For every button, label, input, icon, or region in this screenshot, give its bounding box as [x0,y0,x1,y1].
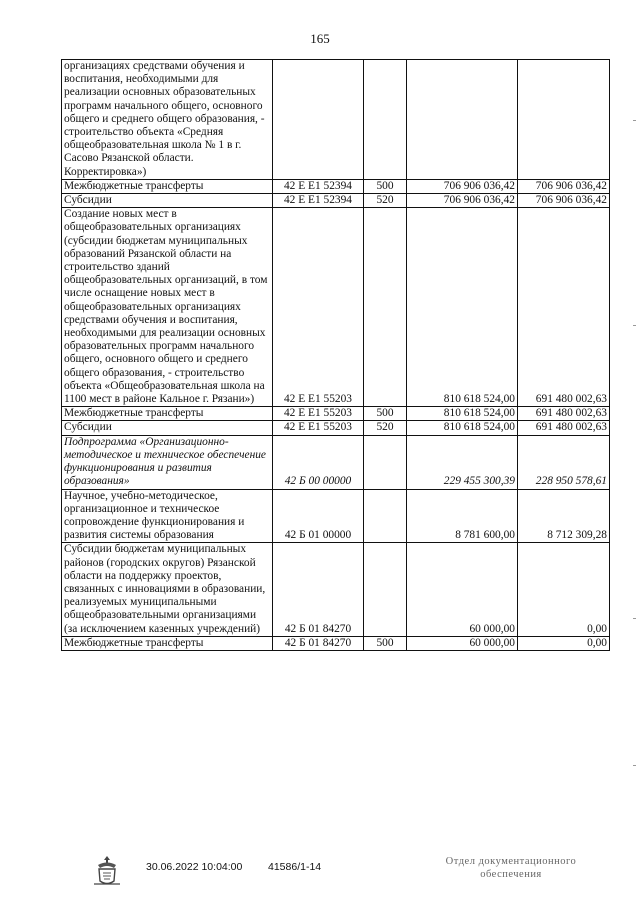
row-name-cell: Научное, учебно-методическое, организационное и техническое сопровождение функционирования и развития системы образования [62,489,273,543]
signature-date: 30.06.2022 10:04:00 [146,861,243,873]
executed-amount-cell [518,60,610,180]
row-name-cell: Подпрограмма «Организационно-методическое и техническое обеспечение функционирования и развития образования» [62,435,273,489]
expense-type-cell [364,60,407,180]
footer [0,852,640,892]
executed-amount-cell: 8 712 309,28 [518,489,610,543]
executed-amount-cell: 691 480 002,63 [518,421,610,435]
target-code-cell: 42 Е Е1 52394 [273,194,364,208]
expense-type-cell: 500 [364,636,407,650]
expense-type-cell: 500 [364,407,407,421]
planned-amount-cell: 8 781 600,00 [407,489,518,543]
planned-amount-cell: 229 455 300,39 [407,435,518,489]
executed-amount-cell: 0,00 [518,636,610,650]
target-code-cell: 42 Е Е1 55203 [273,407,364,421]
expense-type-cell [364,435,407,489]
planned-amount-cell: 810 618 524,00 [407,407,518,421]
table-row [62,636,610,650]
table-row [62,208,610,407]
margin-mark [633,618,636,619]
row-name-cell: Межбюджетные трансферты [62,636,273,650]
table-row [62,435,610,489]
planned-amount-cell [407,60,518,180]
table-row [62,194,610,208]
row-name-cell: Субсидии бюджетам муниципальных районов (городских округов) Рязанской области на поддержку проектов, связанных с инновациями в образовании, реализуемых муниципальными общеобразовательными организациями (за исключением казенных учреждений) [62,543,273,636]
target-code-cell: 42 Е Е1 52394 [273,179,364,193]
target-code-cell: 42 Е Е1 55203 [273,421,364,435]
planned-amount-cell: 810 618 524,00 [407,208,518,407]
expense-type-cell [364,543,407,636]
executed-amount-cell: 228 950 578,61 [518,435,610,489]
department-stamp [440,855,582,881]
executed-amount-cell: 691 480 002,63 [518,407,610,421]
table-row [62,179,610,193]
page-number: 165 [310,31,330,46]
row-name-cell: организациях средствами обучения и воспитания, необходимыми для реализации основных образовательных программ начального общего, основного общего и среднего общего образования, - строительство объекта «Средняя общеобразовательная школа № 1 в г. Сасово Рязанской области. Корректировка») [62,60,273,180]
table-row [62,543,610,636]
margin-mark [633,765,636,766]
planned-amount-cell: 60 000,00 [407,636,518,650]
department-stamp-line: Отдел документационного [445,856,577,867]
row-name-cell: Создание новых мест в общеобразовательных организациях (субсидии бюджетам муниципальных образований Рязанской области на строительство зданий общеобразовательных организаций, в том числе оснащение новых мест в общеобразовательных организациях средствами обучения и воспитания, необходимыми для реализации основных образовательных программ начального общего, основного общего и среднего общего образования, - строительство объекта «Общеобразовательная школа на 1100 мест в районе Кальное г. Рязани») [62,208,273,407]
expense-type-cell: 520 [364,421,407,435]
planned-amount-cell: 706 906 036,42 [407,194,518,208]
budget-table [61,59,610,651]
expense-type-cell [364,208,407,407]
planned-amount-cell: 810 618 524,00 [407,421,518,435]
expense-type-cell [364,489,407,543]
row-name-cell: Межбюджетные трансферты [62,179,273,193]
expense-type-cell: 520 [364,194,407,208]
executed-amount-cell: 0,00 [518,543,610,636]
table-row [62,407,610,421]
planned-amount-cell: 60 000,00 [407,543,518,636]
table-row [62,489,610,543]
target-code-cell: 42 Е Е1 55203 [273,208,364,407]
coat-of-arms-icon [90,854,124,888]
table-row [62,421,610,435]
executed-amount-cell: 691 480 002,63 [518,208,610,407]
target-code-cell: 42 Б 01 84270 [273,636,364,650]
executed-amount-cell: 706 906 036,42 [518,194,610,208]
executed-amount-cell: 706 906 036,42 [518,179,610,193]
table-row [62,60,610,180]
margin-mark [633,325,636,326]
target-code-cell: 42 Б 01 84270 [273,543,364,636]
margin-mark [633,120,636,121]
row-name-cell: Субсидии [62,421,273,435]
target-code-cell: 42 Б 00 00000 [273,435,364,489]
expense-type-cell: 500 [364,179,407,193]
planned-amount-cell: 706 906 036,42 [407,179,518,193]
row-name-cell: Межбюджетные трансферты [62,407,273,421]
document-number: 41586/1-14 [268,861,322,873]
target-code-cell [273,60,364,180]
target-code-cell: 42 Б 01 00000 [273,489,364,543]
department-stamp-line: обеспечения [480,869,542,880]
row-name-cell: Субсидии [62,194,273,208]
